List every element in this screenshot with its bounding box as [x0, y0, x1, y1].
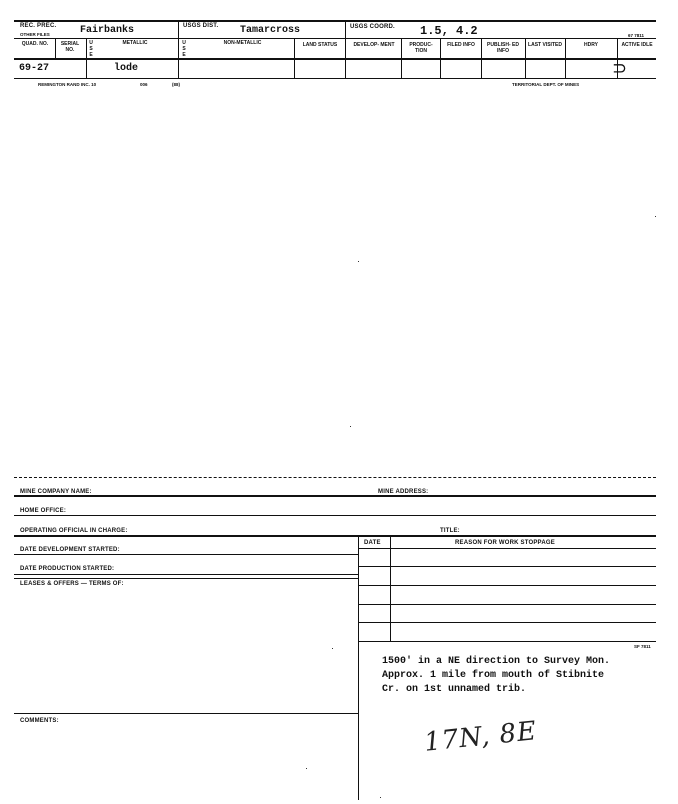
operating-official-label: OPERATING OFFICIAL IN CHARGE:	[20, 528, 128, 534]
active-idle-header: ACTIVE IDLE	[621, 42, 653, 48]
stoppage-rule	[358, 604, 656, 605]
mining-district-label: USGS DIST.	[183, 23, 219, 29]
development-header: DEVELOP- MENT	[353, 42, 395, 48]
scan-speck	[350, 426, 351, 427]
header-divider	[440, 38, 441, 78]
scan-speck	[306, 768, 307, 769]
header-divider	[294, 38, 295, 78]
scan-speck	[380, 797, 381, 798]
header-col-rule	[14, 58, 656, 60]
form-rule	[14, 515, 656, 516]
usgs-coord-label: USGS COORD.	[350, 24, 395, 30]
header-divider	[86, 38, 87, 78]
land-status-header: LAND STATUS	[302, 42, 338, 48]
stoppage-rule	[358, 585, 656, 586]
handwritten-location: 17N, 8E	[422, 716, 539, 758]
quad-serial-value: 69-27	[19, 63, 50, 74]
printer-imprint: REMINGTON RAND INC. 10	[38, 82, 97, 87]
prod-started-label: DATE PRODUCTION STARTED:	[20, 566, 115, 572]
rec-prec-value: Fairbanks	[80, 25, 135, 36]
date-divider	[390, 535, 391, 641]
note-line-2: Approx. 1 mile from mouth of Stibnite	[382, 670, 605, 681]
form-divider	[358, 535, 359, 800]
header-divider	[178, 20, 179, 78]
form-rule	[14, 535, 656, 537]
metallic-header: METALLIC	[122, 40, 148, 46]
form-code-2: (88)	[172, 82, 181, 87]
stoppage-rule	[358, 566, 656, 567]
form-code: SF 7811	[634, 644, 651, 649]
note-line-1: 1500' in a NE direction to Survey Mon.	[382, 656, 611, 667]
date-header: DATE	[364, 540, 381, 546]
header-divider	[565, 38, 566, 78]
header-top-rule	[14, 20, 656, 22]
mine-address-label: MINE ADDRESS:	[378, 489, 429, 495]
form-rule	[14, 495, 656, 497]
last-visited-header: LAST VISITED	[528, 42, 562, 48]
home-office-label: HOME OFFICE:	[20, 508, 67, 514]
header-divider	[345, 20, 346, 78]
stoppage-rule	[358, 622, 656, 623]
agency-name: TERRITORIAL DEPT. OF MINES	[512, 82, 580, 87]
header-mid-rule	[14, 38, 656, 39]
active-idle-mark: ⊃	[612, 58, 628, 79]
note-line-3: Cr. on 1st unnamed trib.	[382, 684, 527, 695]
use-marks-nonmetallic: U S E	[182, 40, 186, 58]
stoppage-rule	[358, 548, 656, 549]
form-rule	[14, 713, 358, 714]
form-rule	[14, 574, 358, 575]
scan-speck	[358, 261, 359, 262]
header-divider	[481, 38, 482, 78]
stoppage-rule	[358, 641, 656, 642]
other-files-label: OTHER FILES	[20, 32, 50, 37]
fold-line	[14, 477, 656, 478]
nonmetallic-header: NON-METALLIC	[223, 40, 262, 46]
dev-started-label: DATE DEVELOPMENT STARTED:	[20, 547, 120, 553]
form-code-1: 006	[140, 82, 148, 87]
header-divider	[401, 38, 402, 78]
form-rule	[14, 554, 358, 555]
mining-district-value: Tamarcross	[240, 25, 301, 36]
corner-code: 67 7811	[628, 33, 645, 38]
serial-no-header: SERIAL NO.	[60, 41, 80, 53]
hdry-header: HDRY	[584, 42, 598, 48]
leases-label: LEASES & OFFERS — TERMS OF:	[20, 581, 124, 587]
scan-speck	[332, 648, 333, 649]
header-divider	[525, 38, 526, 78]
header-bottom-rule	[14, 78, 656, 79]
quad-no-header: QUAD. NO.	[21, 41, 49, 47]
filed-info-header: FILED INFO	[447, 42, 475, 48]
reason-header: REASON FOR WORK STOPPAGE	[455, 540, 555, 546]
comments-label: COMMENTS:	[20, 718, 59, 724]
use-marks-metallic: U S E	[89, 40, 93, 58]
published-info-header: PUBLISH- ED INFO	[487, 42, 519, 54]
title-label: TITLE:	[440, 528, 460, 534]
scan-speck	[655, 216, 656, 217]
rec-prec-label: REC. PREC.	[20, 23, 57, 29]
usgs-coord-value: 1.5, 4.2	[420, 24, 478, 38]
metallic-value: lode	[114, 63, 139, 74]
mine-company-label: MINE COMPANY NAME:	[20, 489, 92, 495]
form-rule	[14, 578, 358, 579]
production-header: PRODUC- TION	[409, 42, 433, 54]
